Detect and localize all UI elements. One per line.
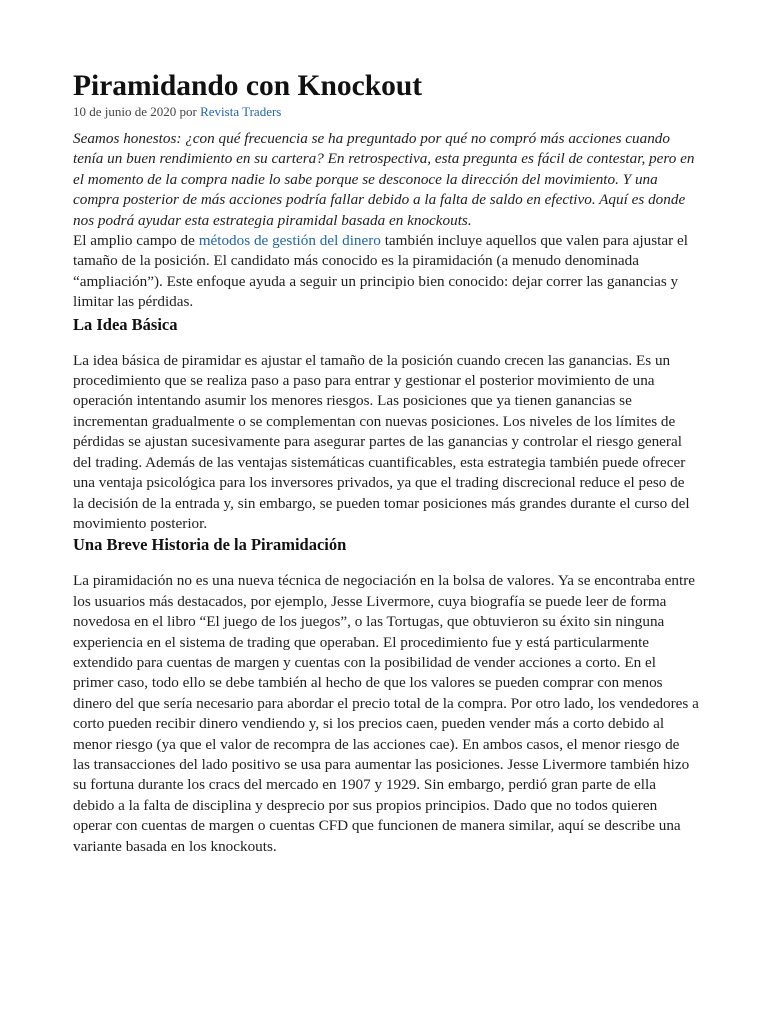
lead-paragraph: Seamos honestos: ¿con qué frecuencia se ha preguntado por qué no compró más acciones cuando tenía un buen rendimiento en su cartera? En retrospectiva, esta pregunta es fácil de contestar, pero en el momento de la compra nadie lo sabe porque se desconoce la dirección del movimiento. Y una compra posterior de más acciones podría fallar debido a la falta de saldo en efectivo. Aquí es donde nos podrá ayudar esta estrategia piramidal basada en knockouts. (73, 130, 695, 229)
money-management-link[interactable]: métodos de gestión del dinero (198, 232, 381, 250)
author-link[interactable]: Revista Traders (200, 104, 282, 119)
section-body-history: La piramidación no es una nueva técnica de negociación en la bolsa de valores. Ya se encontraba entre los usuarios más destacados, por ejemplo, Jesse Livermore, cuya biografía se puede leer de forma novedosa en el libro “El juego de los juegos”, o las Tortugas, que obtuvieron su éxito sin ninguna experiencia en el sistema de trading que operaban. El procedimiento fue y está particularmente extendido para cuentas de margen y cuentas con la posibilidad de vender acciones a corto. En el primer caso, todo ello se debe también al hecho de que los valores se pueden comprar con menos dinero del que sería necesario para abordar el precio total de la compra. Por otro lado, los vendedores a corto pueden recibir dinero vendiendo y, si los precios caen, pueden vender más a corto debido al menor riesgo (ya que el valor de recompra de las acciones cae). En ambos casos, el menor riesgo de las transacciones del lado positivo se usa para aumentar las posiciones. Jesse Livermore también hizo su fortuna durante los cracs del mercado en 1907 y 1929. Sin embargo, perdió gran parte de ella debido a la falta de disciplina y desprecio por sus propios principios. Dado que no todos quieren operar con cuentas de margen o cuentas CFD que funcionen de manera similar, aquí se describe una variante basada en los knockouts. (73, 572, 699, 855)
intro-text-after: también incluye aquellos que valen para ajustar el tamaño de la posición. El candidato más conocido es la piramidación (a menudo denominada “ampliación”). Este enfoque ayuda a seguir un principio bien conocido: dejar correr las ganancias y limitar las pérdidas. (73, 232, 688, 311)
byline (73, 104, 699, 120)
byline-por: por (179, 104, 197, 119)
section-body-basic-idea: La idea básica de piramidar es ajustar el tamaño de la posición cuando crecen las ganancias. Es un procedimiento que se realiza paso a paso para entrar y gestionar el posterior movimiento de una operación intentando asumir los menores riesgos. Las posiciones que ya tienen ganancias se incrementan gradualmente o se complementan con nuevas posiciones. Los niveles de los límites de pérdidas se ajustan sucesivamente para asegurar partes de las ganancias y controlar el riesgo general del trading. Además de las ventajas sistemáticas cuantificables, esta estrategia también puede ofrecer una ventaja psicológica para los inversores privados, ya que el trading discrecional reduce el peso de la decisión de la entrada y, sin embargo, se pueden tomar posiciones más grandes durante el curso del movimiento posterior. (73, 351, 690, 532)
article (73, 68, 699, 857)
section-heading-history: Una Breve Historia de la Piramidación (73, 535, 347, 555)
article-title: Piramidando con Knockout (73, 70, 423, 102)
intro-paragraph (73, 231, 699, 313)
section-heading-basic-idea: La Idea Básica (73, 314, 178, 334)
publish-date: 10 de junio de 2020 (73, 104, 177, 119)
intro-text-before: El amplio campo de (73, 232, 195, 250)
